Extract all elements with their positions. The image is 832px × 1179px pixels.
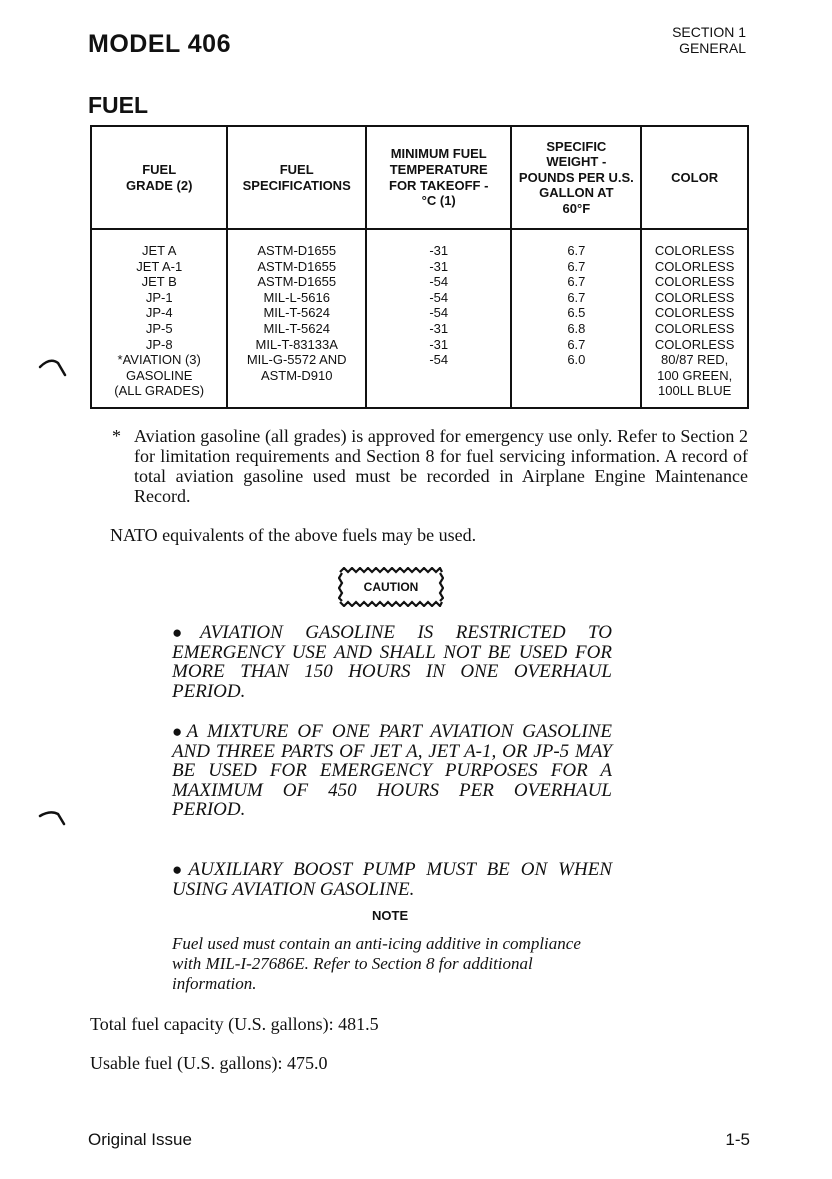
footer-issue: Original Issue: [88, 1130, 192, 1149]
cell-value: JP-5: [145, 320, 173, 336]
page-number: 1-5: [725, 1130, 750, 1149]
fuel-grade-cell: [91, 229, 227, 408]
cell-value: -31: [429, 320, 449, 336]
header-line: FUEL: [142, 161, 177, 177]
header-line: COLOR: [671, 169, 719, 185]
cell-value: MIL-L-5616: [263, 289, 330, 305]
cell-value: 100 GREEN,: [657, 367, 733, 383]
cell-value: 100LL BLUE: [658, 383, 732, 399]
usable-fuel: Usable fuel (U.S. gallons): 475.0: [90, 1053, 328, 1073]
header-fuel-specifications: [227, 126, 366, 229]
cell-value: 6.8: [567, 320, 586, 336]
fuel-table: [90, 125, 749, 409]
cell-value: 6.7: [567, 258, 586, 274]
cell-value: JET A-1: [136, 258, 183, 274]
min-temp-cell: [366, 229, 511, 408]
cell-value: ASTM-D1655: [257, 243, 337, 258]
footnote: [112, 426, 748, 506]
cell-value: -54: [429, 352, 449, 368]
bullet-icon: ●: [172, 860, 189, 879]
header-line: GRADE (2): [125, 177, 193, 193]
footnote-text: Aviation gasoline (all grades) is approved for emergency use only. Refer to Section 2 for limitation requirements and Section 8 for fuel servicing information. A record of total aviation gasoline used must be recorded in Airplane Engine Maintenance Record.: [134, 426, 748, 506]
header-specific-weight: [511, 126, 641, 229]
header-fuel-grade: [91, 126, 227, 229]
caution-label: CAUTION: [363, 580, 419, 594]
cell-value: 6.7: [567, 274, 586, 290]
cell-value: JP-4: [145, 305, 173, 321]
header-line: GALLON AT: [539, 185, 614, 201]
cell-value: -31: [429, 243, 449, 258]
nato-note: NATO equivalents of the above fuels may be used.: [110, 525, 477, 545]
cell-value: COLORLESS: [654, 258, 735, 274]
cell-value: -54: [429, 305, 449, 321]
cell-value: COLORLESS: [654, 305, 735, 321]
note-title: NOTE: [372, 908, 409, 923]
total-fuel-capacity: Total fuel capacity (U.S. gallons): 481.5: [90, 1014, 379, 1034]
header-line: °C (1): [421, 193, 456, 209]
header-line: SPECIFICATIONS: [242, 177, 351, 193]
cell-value: *AVIATION (3): [117, 352, 201, 368]
bullet-icon: ●: [172, 722, 187, 741]
cell-value: COLORLESS: [654, 320, 735, 336]
cell-value: JET A: [141, 243, 177, 258]
fuel-spec-cell: [227, 229, 366, 408]
cell-value: 6.0: [567, 352, 586, 368]
warning-text: AVIATION GASOLINE IS RESTRICTED TO EMERGENCY USE AND SHALL NOT BE USED FOR MORE THAN 150 HOURS IN ONE OVERHAUL PERIOD.: [172, 622, 612, 702]
footnote-marker: *: [112, 426, 121, 446]
warning-item: [172, 860, 612, 899]
cell-value: MIL-T-5624: [263, 320, 330, 336]
section-label: [672, 24, 746, 56]
cell-value: ASTM-D910: [260, 367, 333, 383]
header-line: FOR TAKEOFF -: [389, 177, 489, 193]
header-line: FUEL: [279, 161, 314, 177]
section-name: GENERAL: [679, 40, 746, 56]
cell-value: JP-1: [145, 289, 173, 305]
cell-value: JET B: [141, 274, 177, 290]
header-line: SPECIFIC: [546, 138, 607, 154]
cell-value: 80/87 RED,: [661, 352, 729, 368]
cell-value: 6.7: [567, 336, 586, 352]
revision-bar-icon: [38, 355, 68, 381]
cell-value: -31: [429, 336, 449, 352]
cell-value: ASTM-D1655: [257, 258, 337, 274]
revision-bar-icon: [38, 806, 68, 832]
cell-value: COLORLESS: [654, 289, 735, 305]
note-text: Fuel used must contain an anti-icing additive in compliance with MIL-I-27686E. Refer to Section 8 for additional information.: [172, 934, 581, 993]
cell-value: ASTM-D1655: [257, 274, 337, 290]
header-line: POUNDS PER U.S.: [518, 169, 634, 185]
header-min-fuel-temperature: [366, 126, 511, 229]
header-line: TEMPERATURE: [389, 161, 488, 177]
cell-value: COLORLESS: [654, 243, 735, 258]
section-number: SECTION 1: [672, 24, 746, 40]
cell-value: COLORLESS: [654, 336, 735, 352]
specific-weight-cell: [511, 229, 641, 408]
cell-value: 6.7: [567, 243, 586, 258]
table-row: [91, 229, 748, 408]
table-header-row: [91, 126, 748, 229]
warning-item: [172, 623, 612, 701]
header-line: 60°F: [562, 200, 591, 216]
page-title: FUEL: [88, 92, 149, 118]
cell-value: (ALL GRADES): [114, 383, 205, 399]
cell-value: -31: [429, 258, 449, 274]
warning-text: AUXILIARY BOOST PUMP MUST BE ON WHEN USING AVIATION GASOLINE.: [172, 859, 613, 900]
caution-badge: [338, 567, 444, 607]
cell-value: GASOLINE: [125, 367, 193, 383]
header-color: [641, 126, 748, 229]
cell-value: -54: [429, 289, 449, 305]
header-line: MINIMUM FUEL: [390, 146, 487, 162]
warning-text: A MIXTURE OF ONE PART AVIATION GASOLINE AND THREE PARTS OF JET A, JET A-1, OR JP-5 MAY BE USED FOR EMERGENCY PURPOSES FOR A MAXIMUM OF 450 HOURS PER OVERHAUL PERIOD.: [172, 721, 612, 821]
cell-value: JP-8: [145, 336, 173, 352]
cell-value: 6.5: [567, 305, 586, 321]
model-title: MODEL 406: [88, 30, 231, 58]
cell-value: MIL-T-83133A: [255, 336, 338, 352]
cell-value: MIL-T-5624: [263, 305, 330, 321]
cell-value: COLORLESS: [654, 274, 735, 290]
cell-value: 6.7: [567, 289, 586, 305]
warning-item: [172, 722, 612, 820]
cell-value: MIL-G-5572 AND: [246, 352, 347, 368]
cell-value: -54: [429, 274, 449, 290]
header-line: WEIGHT -: [546, 154, 607, 170]
bullet-icon: ●: [172, 623, 200, 642]
color-cell: [641, 229, 748, 408]
